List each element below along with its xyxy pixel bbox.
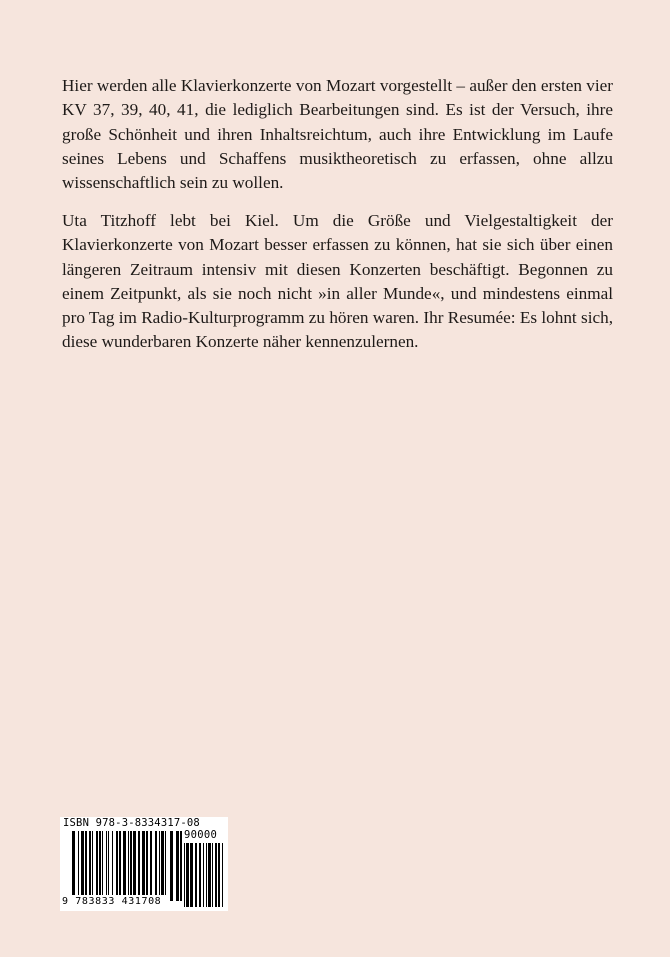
description-block <box>62 74 613 195</box>
isbn-barcode <box>60 817 228 911</box>
ean-digits: 9 783833 431708 <box>62 896 162 907</box>
author-bio-block <box>62 209 613 355</box>
description-paragraph: Hier werden alle Klavierkonzerte von Mozart vorgestellt – außer den ersten vier KV 37, 39, 40, 41, die lediglich Bearbeitungen sind. Es ist der Versuch, ihre große Schönheit und ihren Inhaltsreichtum, auch ihre Entwicklung im Laufe seines Lebens und Schaffens musiktheoretisch zu erfassen, ohne allzu wissenschaftlich sein zu wollen. <box>62 76 613 193</box>
price-addon-number: 90000 <box>184 829 218 841</box>
isbn-number: ISBN 978-3-8334317-08 <box>63 817 200 829</box>
author-bio-paragraph: Uta Titzhoff lebt bei Kiel. Um die Größe und Vielgestaltigkeit der Klavierkonzerte von Mozart besser erfassen zu können, hat sie sich über einen längeren Zeitraum intensiv mit diesen Konzerten beschäftigt. Begonnen zu einem Zeitpunkt, als sie noch nicht »in aller Munde«, und mindestens einmal pro Tag im Radio-Kulturprogramm zu hören waren. Ihr Resumée: Es lohnt sich, diese wunderbaren Konzerte näher kennenzulernen. <box>62 211 613 352</box>
